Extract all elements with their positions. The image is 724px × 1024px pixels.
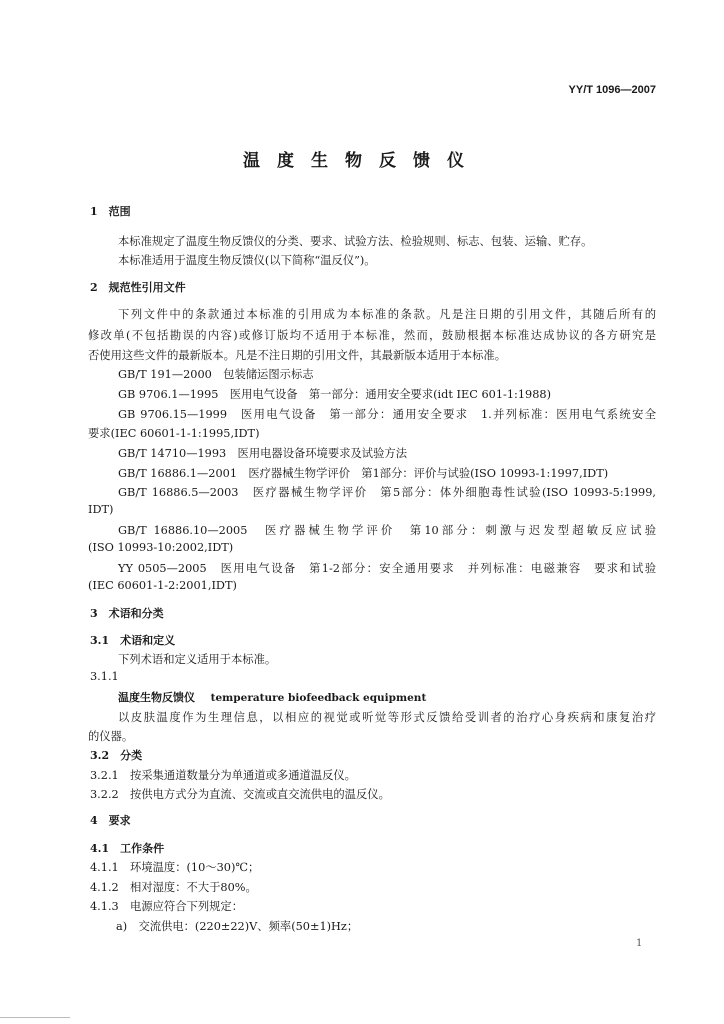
section-3-2-heading: 3.2 分类 xyxy=(90,749,143,762)
term-line xyxy=(118,689,426,705)
clause-3-2-2: 3.2.2 按供电方式分为直流、交流或直交流供电的温反仪。 xyxy=(90,788,390,801)
reference-item: GB 9706.15—1999 医用电气设备 第一部分：通用安全要求 1.并列标准：医用电气系统安全 xyxy=(118,408,656,421)
list-item-a: a) 交流供电：(220±22)V、频率(50±1)Hz； xyxy=(116,920,359,933)
reference-item-continuation: 要求(IEC 60601-1-1:1995,IDT) xyxy=(88,427,260,440)
section-1-paragraph-1: 本标准规定了温度生物反馈仪的分类、要求、试验方法、检验规则、标志、包装、运输、贮存。 xyxy=(118,235,593,248)
reference-item: YY 0505—2005 医用电气设备 第1-2部分：安全通用要求 并列标准：电磁兼容 要求和试验 xyxy=(118,562,656,575)
definition-line-1: 以皮肤温度作为生理信息，以相应的视觉或听觉等形式反馈给受训者的治疗心身疾病和康复治疗 xyxy=(118,711,656,724)
section-1-paragraph-2: 本标准适用于温度生物反馈仪(以下简称“温反仪”)。 xyxy=(118,254,376,267)
reference-item-continuation: IDT) xyxy=(88,503,114,516)
clause-3-2-1: 3.2.1 按采集通道数量分为单通道或多通道温反仪。 xyxy=(90,769,356,782)
term-english: temperature biofeedback equipment xyxy=(210,692,427,704)
reference-item: GB/T 14710—1993 医用电器设备环境要求及试验方法 xyxy=(118,447,407,460)
clause-4-1-2: 4.1.2 相对湿度：不大于80%。 xyxy=(90,881,257,894)
page-mark: 1 xyxy=(636,938,643,949)
section-2-intro-line-2: 修改单(不包括勘误的内容)或修订版均不适用于本标准，然而，鼓励根据本标准达成协议的各方研究是 xyxy=(88,329,656,342)
section-4-heading: 4 要求 xyxy=(90,814,131,827)
reference-item: GB/T 191—2000 包装储运图示标志 xyxy=(118,368,314,381)
reference-item-continuation: (IEC 60601-1-2:2001,IDT) xyxy=(88,579,237,592)
reference-item-continuation: (ISO 10993-10:2002,IDT) xyxy=(88,541,234,554)
section-3-1-heading: 3.1 术语和定义 xyxy=(90,634,176,647)
definition-line-2: 的仪器。 xyxy=(88,730,134,743)
document-title: 温度生物反馈仪 xyxy=(243,151,481,171)
reference-item: GB/T 16886.5—2003 医疗器械生物学评价 第5部分：体外细胞毒性试验(ISO 10993-5:1999, xyxy=(118,486,656,499)
standard-code: YY/T 1096—2007 xyxy=(568,84,656,96)
clause-4-1-1: 4.1.1 环境温度：(10～30)℃； xyxy=(90,861,260,874)
section-4-1-heading: 4.1 工作条件 xyxy=(90,842,165,855)
reference-item: GB 9706.1—1995 医用电气设备 第一部分：通用安全要求(idt IEC 601-1:1988) xyxy=(118,388,551,401)
clause-number-3-1-1: 3.1.1 xyxy=(90,670,119,683)
reference-item: GB/T 16886.10—2005 医疗器械生物学评价 第10部分：刺激与迟发型超敏反应试验 xyxy=(118,524,656,537)
clause-4-1-3: 4.1.3 电源应符合下列规定： xyxy=(90,900,244,913)
section-3-1-text: 下列术语和定义适用于本标准。 xyxy=(118,653,277,666)
reference-item: GB/T 16886.1—2001 医疗器械生物学评价 第1部分：评价与试验(ISO 10993-1:1997,IDT) xyxy=(118,467,609,480)
term-chinese: 温度生物反馈仪 xyxy=(118,691,195,704)
section-2-intro-line-1: 下列文件中的条款通过本标准的引用成为本标准的条款。凡是注日期的引用文件，其随后所有的 xyxy=(118,308,656,321)
section-3-heading: 3 术语和分类 xyxy=(90,607,164,620)
scan-edge-line xyxy=(0,1017,70,1018)
section-1-heading: 1 范围 xyxy=(90,205,131,218)
section-2-intro-line-3: 否使用这些文件的最新版本。凡是不注日期的引用文件，其最新版本适用于本标准。 xyxy=(88,349,506,362)
section-2-heading: 2 规范性引用文件 xyxy=(90,281,186,294)
